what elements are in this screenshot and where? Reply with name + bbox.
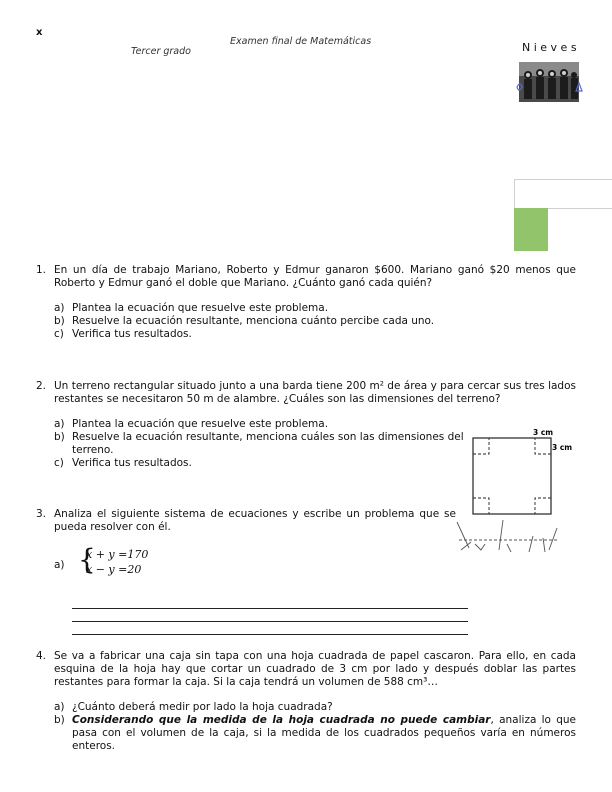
list-item: c) Verifica tus resultados.: [54, 457, 192, 469]
question-3: [36, 508, 456, 534]
answer-line[interactable]: [72, 634, 468, 635]
box-net-figure: [455, 426, 575, 558]
list-item: a) Plantea la ecuación que resuelve este problema.: [54, 418, 329, 430]
question-1: [36, 264, 576, 341]
equation-2: x − y =20: [86, 563, 142, 576]
question-text: En un día de trabajo Mariano, Roberto y Edmur ganaron $600. Mariano ganó $20 menos que Roberto y Edmur ganó el doble que Mariano. ¿Cuánto ganó cada quién?: [54, 264, 576, 289]
close-mark: x: [36, 27, 43, 38]
label-top: 3 cm: [533, 428, 554, 437]
corner-cuts: [473, 438, 551, 514]
list-item: a) ¿Cuánto deberá medir por lado la hoja cuadrada?: [54, 701, 333, 713]
question-4: [36, 650, 576, 753]
list-item: a) Plantea la ecuación que resuelve este problema.: [54, 302, 329, 314]
folded-box-sketch: [457, 520, 559, 552]
question-text: Se va a fabricar una caja sin tapa con una hoja cuadrada de papel cascaron. Para ello, en cada esquina de la hoja hay que cortar un cuadrado de 3 cm por lado y después doblar las partes restantes para formar la caja. Si la caja tendrá un volumen de 588 cm³…: [54, 650, 576, 688]
list-item: b) Considerando que la medida de la hoja cuadrada no puede cambiar, analiza lo que pasa con el volumen de la caja, si la medida de los cuadrados pequeños varía en números enteros.: [54, 714, 576, 752]
label-right: 3 cm: [552, 443, 573, 452]
answer-line[interactable]: [72, 621, 468, 622]
group-photo: [516, 61, 584, 103]
system-brace: {: [78, 543, 96, 576]
equation-1: x + y =170: [86, 548, 149, 561]
item-letter: a): [54, 559, 65, 571]
green-block: [514, 208, 548, 251]
blank-box: [514, 179, 612, 209]
brand-name: N i e v e s: [522, 41, 577, 54]
list-item: c) Verifica tus resultados.: [54, 328, 192, 340]
question-number: 2.: [36, 380, 47, 392]
list-item: b) Resuelve la ecuación resultante, menciona cuánto percibe cada uno.: [54, 315, 435, 327]
question-text: Un terreno rectangular situado junto a una barda tiene 200 m² de área y para cercar sus tres lados restantes se necesitaron 50 m de alambre. ¿Cuáles son las dimensiones del terreno?: [54, 380, 576, 405]
question-number: 3.: [36, 508, 47, 520]
question-text: Analiza el siguiente sistema de ecuaciones y escribe un problema que se pueda resolver con él.: [54, 508, 456, 533]
bold-condition: Considerando que la medida de la hoja cuadrada no puede cambiar: [72, 714, 491, 726]
exam-title: Examen final de Matemáticas: [230, 36, 372, 47]
sheet-outline: [473, 438, 551, 514]
question-number: 4.: [36, 650, 47, 662]
question-number: 1.: [36, 264, 47, 276]
list-item: b) Resuelve la ecuación resultante, menciona cuáles son las dimensiones del terreno.: [54, 431, 464, 456]
grade-label: Tercer grado: [131, 46, 191, 57]
answer-line[interactable]: [72, 608, 468, 609]
